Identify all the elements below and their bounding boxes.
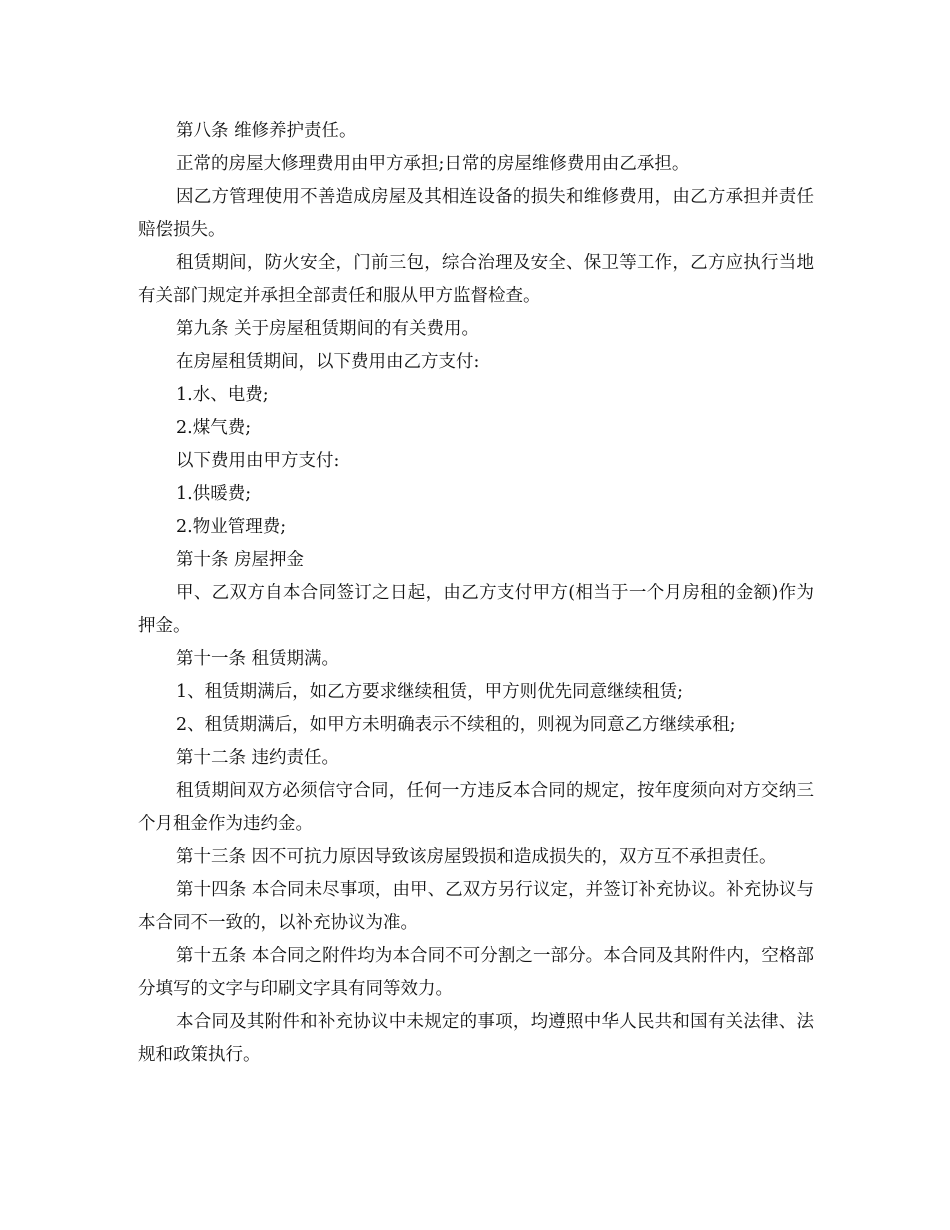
article-14: 第十四条 本合同未尽事项，由甲、乙双方另行议定，并签订补充协议。补充协议与本合同不一致的，以补充协议为准。 [138,880,814,933]
list-item: 1.水、电费; [176,385,269,405]
article-10-heading: 第十条 房屋押金 [176,550,305,570]
article-15: 第十五条 本合同之附件均为本合同不可分割之一部分。本合同及其附件内，空格部分填写的文字与印刷文字具有同等效力。 [138,946,814,999]
list-item: 2、租赁期满后，如甲方未明确表示不续租的，则视为同意乙方继续承租; [176,715,736,735]
paragraph: 正常的房屋大修理费用由甲方承担;日常的房屋维修费用由乙承担。 [176,154,690,174]
article-8-heading: 第八条 维修养护责任。 [176,121,357,141]
article-11-heading: 第十一条 租赁期满。 [176,649,340,669]
paragraph: 在房屋租赁期间，以下费用由乙方支付: [176,352,480,372]
document-body [138,115,814,1072]
paragraph: 以下费用由甲方支付: [176,451,340,471]
article-13: 第十三条 因不可抗力原因导致该房屋毁损和造成损失的，双方互不承担责任。 [176,847,777,867]
article-12-heading: 第十二条 违约责任。 [176,748,340,768]
paragraph: 甲、乙双方自本合同签订之日起，由乙方支付甲方(相当于一个月房租的金额)作为押金。 [138,583,814,636]
list-item: 1.供暖费; [176,484,252,504]
paragraph: 租赁期间双方必须信守合同，任何一方违反本合同的规定，按年度须向对方交纳三个月租金作为违约金。 [138,781,814,834]
list-item: 2.煤气费; [176,418,252,438]
paragraph: 因乙方管理使用不善造成房屋及其相连设备的损失和维修费用，由乙方承担并责任赔偿损失。 [138,187,814,240]
paragraph: 本合同及其附件和补充协议中未规定的事项，均遵照中华人民共和国有关法律、法规和政策执行。 [138,1012,814,1065]
paragraph: 租赁期间，防火安全，门前三包，综合治理及安全、保卫等工作，乙方应执行当地有关部门规定并承担全部责任和服从甲方监督检查。 [138,253,814,306]
list-item: 1、租赁期满后，如乙方要求继续租赁，甲方则优先同意继续租赁; [176,682,684,702]
list-item: 2.物业管理费; [176,517,287,537]
article-9-heading: 第九条 关于房屋租赁期间的有关费用。 [176,319,480,339]
